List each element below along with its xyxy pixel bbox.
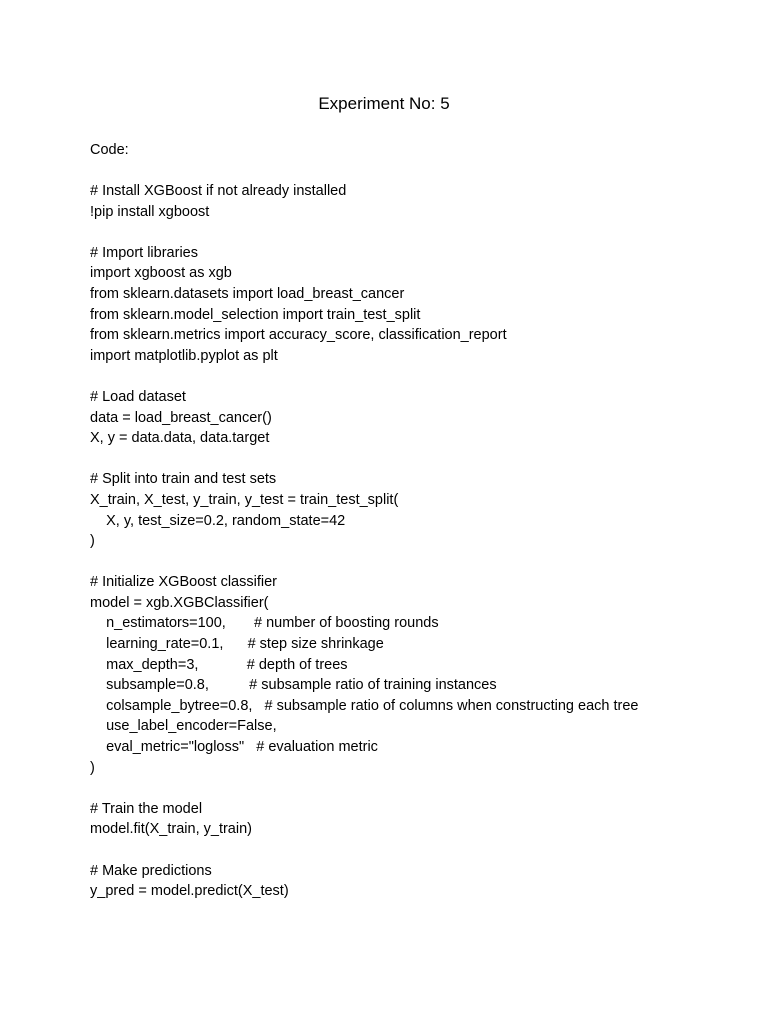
code-comment-line: # Make predictions — [90, 862, 212, 879]
code-block — [90, 181, 760, 902]
code-line: from sklearn.metrics import accuracy_score, classification_report — [90, 327, 507, 344]
code-line: max_depth=3, # depth of trees — [90, 656, 348, 673]
blank-line — [90, 778, 760, 799]
code-line: eval_metric="logloss" # evaluation metric — [90, 739, 378, 756]
code-line: learning_rate=0.1, # step size shrinkage — [90, 636, 384, 653]
code-line: colsample_bytree=0.8, # subsample ratio of columns when constructing each tree — [90, 697, 639, 714]
code-line: y_pred = model.predict(X_test) — [90, 883, 289, 900]
code-line: model = xgb.XGBClassifier( — [90, 594, 269, 611]
code-line: subsample=0.8, # subsample ratio of training instances — [90, 677, 497, 694]
code-comment-line: # Train the model — [90, 800, 203, 817]
code-line: X, y = data.data, data.target — [90, 430, 270, 447]
code-line: data = load_breast_cancer() — [90, 409, 272, 426]
blank-line — [90, 222, 760, 243]
code-label: Code: — [90, 142, 129, 158]
code-comment-line: # Install XGBoost if not already installed — [90, 183, 347, 199]
code-line: n_estimators=100, # number of boosting rounds — [90, 615, 439, 632]
code-line: from sklearn.datasets import load_breast_cancer — [90, 285, 405, 302]
page-title: Experiment No: 5 — [318, 94, 450, 113]
blank-line — [90, 552, 760, 573]
code-line: X_train, X_test, y_train, y_test = train_test_split( — [90, 491, 399, 508]
code-line: import matplotlib.pyplot as plt — [90, 347, 278, 364]
code-comment-line: # Load dataset — [90, 388, 186, 405]
code-line: use_label_encoder=False, — [90, 718, 277, 735]
code-line: import xgboost as xgb — [90, 265, 232, 282]
code-line: from sklearn.model_selection import train_test_split — [90, 306, 421, 323]
code-comment-line: # Initialize XGBoost classifier — [90, 574, 277, 591]
code-line: !pip install xgboost — [90, 203, 210, 220]
code-comment-line: # Split into train and test sets — [90, 471, 277, 488]
blank-line — [90, 840, 760, 861]
blank-line — [90, 366, 760, 387]
code-comment-line: # Import libraries — [90, 244, 198, 261]
code-line: ) — [90, 533, 95, 550]
blank-line — [90, 449, 760, 470]
code-line: model.fit(X_train, y_train) — [90, 821, 252, 838]
code-line: X, y, test_size=0.2, random_state=42 — [90, 512, 346, 529]
code-line: ) — [90, 759, 95, 776]
